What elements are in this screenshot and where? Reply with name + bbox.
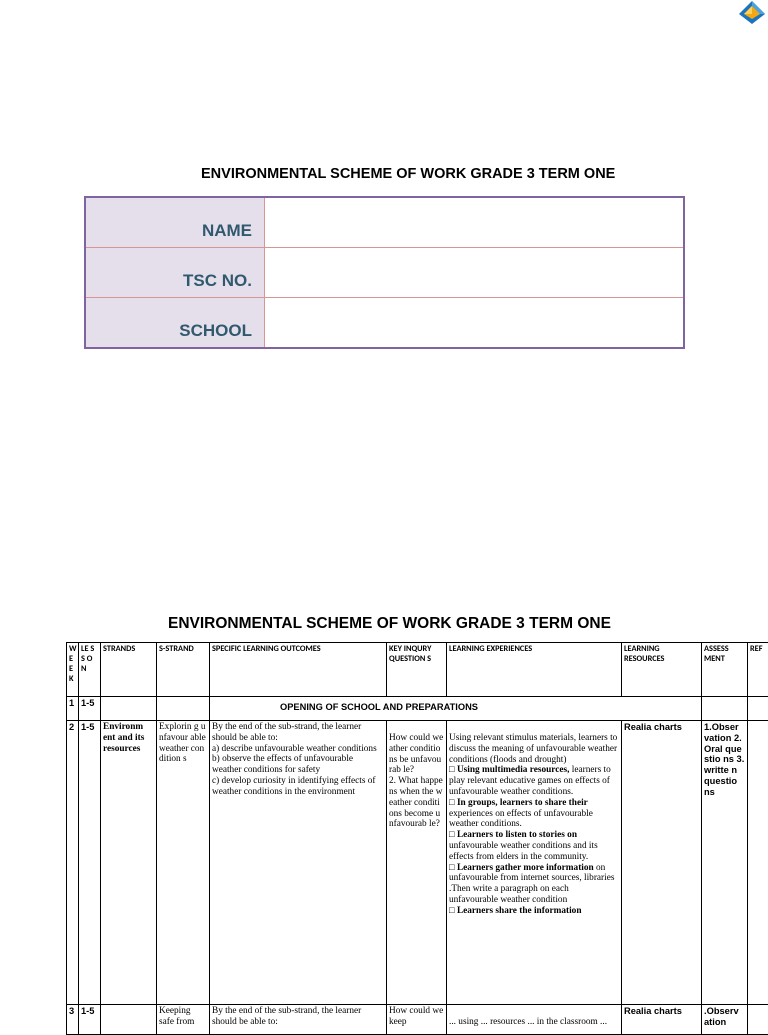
- outcomes-cell: By the end of the sub-strand, the learner should be able to:: [210, 1005, 387, 1035]
- header-week: W E E K: [67, 643, 79, 697]
- page-title: ENVIRONMENTAL SCHEME OF WORK GRADE 3 TERM ONE: [0, 166, 768, 182]
- resources-cell: Realia charts: [622, 721, 702, 1005]
- experience-item: □ Learners gather more information on unfavourable from internet sources, libraries .Then write a paragraph on each unfavourable weather condition: [449, 863, 619, 906]
- teacher-info-table: [84, 196, 685, 349]
- questions-cell: [387, 721, 447, 1005]
- info-label-tsc: TSC NO.: [183, 271, 252, 297]
- week-cell: 3: [67, 1005, 79, 1035]
- info-row-tsc: [85, 248, 684, 298]
- header-questions: KEY INQURY QUESTION S: [387, 643, 447, 697]
- info-row-school: [85, 298, 684, 349]
- lesson-cell: 1-5: [79, 721, 101, 1005]
- assessment-cell: .Observ ation: [702, 1005, 748, 1035]
- week-cell: 2: [67, 721, 79, 1005]
- experiences-cell: [447, 721, 622, 1005]
- experience-item: □ Using multimedia resources, learners to play relevant educative games on effects of unfavourable weather conditions.: [449, 765, 619, 797]
- info-value-tsc[interactable]: [265, 248, 685, 298]
- strand-cell: Environm ent and its resources: [101, 721, 157, 1005]
- questions-cell: How could we keep: [387, 1005, 447, 1035]
- table-row: [67, 721, 768, 1005]
- info-value-school[interactable]: [265, 298, 685, 349]
- outcomes-cell: [210, 721, 387, 1005]
- header-reflection: REF: [748, 643, 768, 697]
- resources-cell: Realia charts: [622, 1005, 702, 1035]
- sub-strand-cell: Keeping safe from: [157, 1005, 210, 1035]
- experience-item: □ Learners to listen to stories on unfavourable weather conditions and its effects from elders in the community.: [449, 830, 619, 862]
- diamond-logo-icon: [736, 0, 768, 26]
- opening-row-text: OPENING OF SCHOOL AND PREPARATIONS: [210, 697, 702, 721]
- header-strands: STRANDS: [101, 643, 157, 697]
- week-cell: 1: [67, 697, 79, 721]
- info-label-school: SCHOOL: [179, 321, 252, 347]
- table-row: [67, 1005, 768, 1035]
- header-lesson: LE SS O N: [79, 643, 101, 697]
- table-title: ENVIRONMENTAL SCHEME OF WORK GRADE 3 TERM ONE: [168, 615, 611, 633]
- header-assessment: ASSESS MENT: [702, 643, 748, 697]
- assessment-cell: 1.Obser vation 2.Oral questio ns 3.writte n questio ns: [702, 721, 748, 1005]
- experiences-cell: ... using ... resources ... in the classroom ...: [447, 1005, 622, 1035]
- experience-item: □ Learners share the information: [449, 906, 619, 917]
- scheme-of-work-table: [66, 642, 768, 1035]
- experience-item: Using relevant stimulus materials, learners to discuss the meaning of unfavourable weather conditions (floods and drought): [449, 733, 619, 765]
- sub-strand-cell: Explorin g unfavour able weather condition s: [157, 721, 210, 1005]
- header-experiences: LEARNING EXPERIENCES: [447, 643, 622, 697]
- outcome-line: b) observe the effects of unfavourable weather conditions for safety: [212, 754, 384, 776]
- info-row-name: [85, 197, 684, 248]
- header-sub-strand: S-STRAND: [157, 643, 210, 697]
- outcome-line: a) describe unfavourable weather conditions: [212, 744, 384, 755]
- header-resources: LEARNING RESOURCES: [622, 643, 702, 697]
- lesson-cell: 1-5: [79, 1005, 101, 1035]
- table-row: [67, 697, 768, 721]
- question-line: 2. What happens when the weather conditions become unfavourab le?: [389, 776, 444, 830]
- header-row: [67, 643, 768, 697]
- header-outcomes: SPECIFIC LEARNING OUTCOMES: [210, 643, 387, 697]
- lesson-cell: 1-5: [79, 697, 101, 721]
- question-line: How could weather conditions be unfavourab le?: [389, 733, 444, 776]
- experience-item: □ In groups, learners to share their experiences on effects of unfavourable weather conditions.: [449, 798, 619, 830]
- info-label-name: NAME: [202, 221, 252, 247]
- outcome-line: By the end of the sub-strand, the learner should be able to:: [212, 722, 384, 744]
- outcome-line: c) develop curiosity in identifying effects of weather conditions in the environment: [212, 776, 384, 798]
- info-value-name[interactable]: [265, 197, 685, 248]
